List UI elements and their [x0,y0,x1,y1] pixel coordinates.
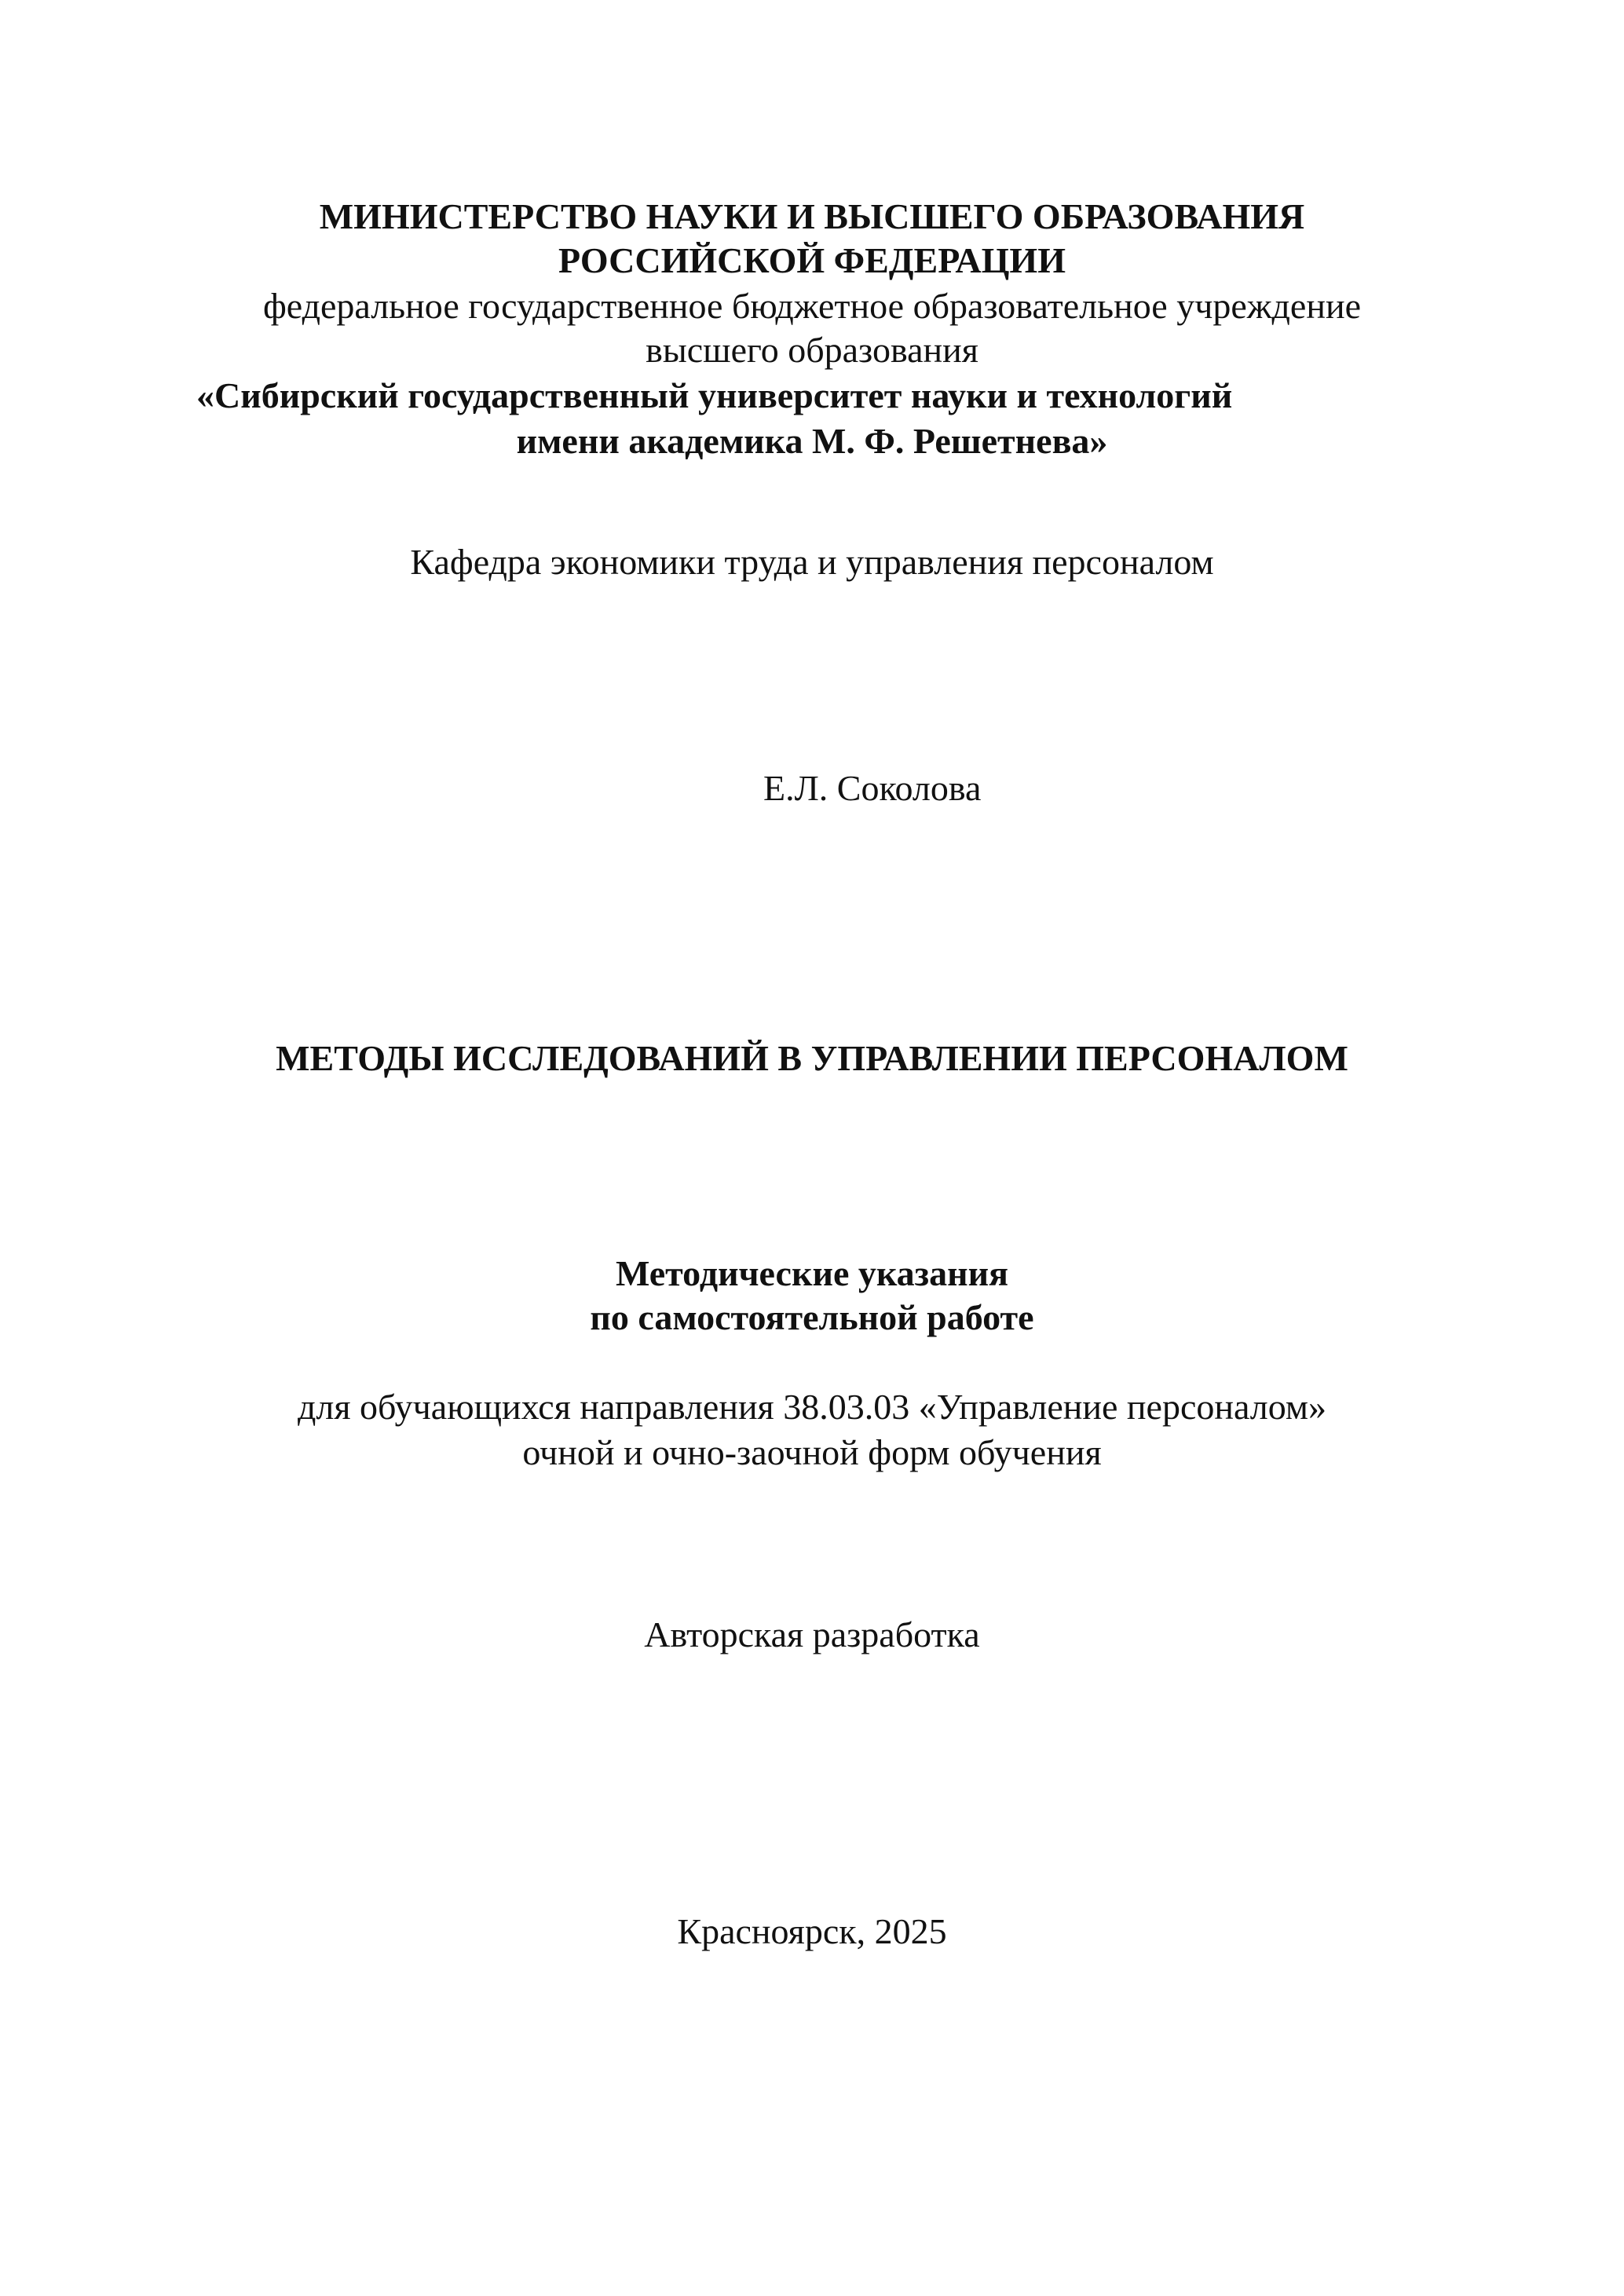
subtitle-line-1: Методические указания [615,1253,1009,1293]
ministry-line-2: РОССИЙСКОЙ ФЕДЕРАЦИИ [558,240,1066,280]
institution-type-line-2: высшего образования [646,330,978,370]
audience-line-1: для обучающихся направления 38.03.03 «Управление персоналом» [298,1387,1326,1427]
institution-type-line-1: федеральное государственное бюджетное образовательное учреждение [262,286,1362,326]
university-name-line-2: имени академика М. Ф. Решетнева» [516,421,1108,461]
document-title: МЕТОДЫ ИССЛЕДОВАНИЙ В УПРАВЛЕНИИ ПЕРСОНАЛОМ [276,1038,1348,1078]
author-name: Е.Л. Соколова [763,768,982,808]
subtitle-line-2: по самостоятельной работе [590,1297,1034,1337]
university-name-line-1: «Сибирский государственный университет науки и технологий [196,375,1233,415]
authorship-note: Авторская разработка [644,1614,980,1654]
department-name: Кафедра экономики труда и управления персоналом [410,542,1214,582]
audience-line-2: очной и очно-заочной форм обучения [522,1432,1102,1472]
city-year: Красноярск, 2025 [677,1911,947,1951]
ministry-line-1: МИНИСТЕРСТВО НАУКИ И ВЫСШЕГО ОБРАЗОВАНИЯ [319,196,1305,236]
